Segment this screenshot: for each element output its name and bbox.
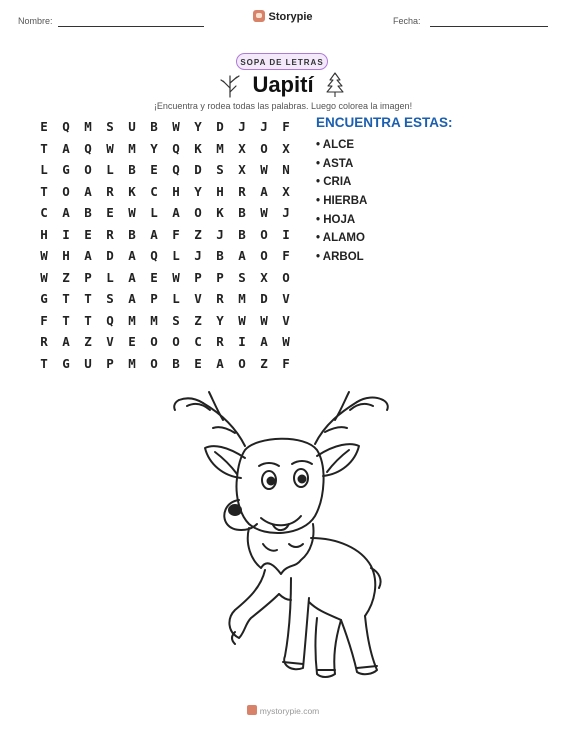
- grid-cell[interactable]: Y: [194, 119, 202, 134]
- grid-cell[interactable]: B: [84, 205, 92, 220]
- grid-cell[interactable]: T: [40, 140, 48, 156]
- grid-cell[interactable]: O: [194, 205, 202, 220]
- grid-cell[interactable]: Z: [84, 334, 92, 349]
- word-item: • ASTA: [316, 157, 354, 170]
- grid-cell[interactable]: W: [260, 205, 268, 220]
- grid-cell[interactable]: N: [282, 162, 290, 177]
- grid-cell[interactable]: Q: [62, 119, 70, 134]
- grid-cell[interactable]: R: [106, 183, 114, 199]
- grid-cell[interactable]: R: [216, 334, 224, 349]
- grid-cell[interactable]: W: [40, 269, 48, 285]
- grid-cell[interactable]: B: [128, 162, 136, 177]
- grid-cell[interactable]: X: [260, 269, 268, 285]
- grid-cell[interactable]: J: [282, 205, 290, 220]
- grid-cell[interactable]: R: [238, 183, 246, 199]
- grid-cell[interactable]: W: [260, 312, 268, 328]
- word-item: • ALCE: [316, 139, 355, 151]
- grid-cell[interactable]: X: [238, 140, 246, 156]
- grid-cell[interactable]: H: [40, 226, 48, 242]
- grid-cell[interactable]: F: [282, 355, 290, 371]
- grid-cell[interactable]: Z: [194, 312, 202, 328]
- grid-cell[interactable]: T: [84, 291, 92, 306]
- grid-cell[interactable]: M: [216, 140, 224, 156]
- grid-cell[interactable]: A: [128, 248, 136, 263]
- grid-cell[interactable]: S: [238, 269, 246, 285]
- grid-cell[interactable]: C: [40, 205, 48, 220]
- grid-cell[interactable]: G: [62, 355, 70, 371]
- grid-cell[interactable]: F: [282, 248, 290, 263]
- grid-cell[interactable]: Z: [62, 269, 70, 285]
- grid-cell[interactable]: T: [40, 183, 48, 199]
- grid-cell[interactable]: S: [106, 119, 114, 134]
- grid-cell[interactable]: M: [150, 312, 158, 328]
- word-item: • CRIA: [316, 176, 352, 189]
- grid-cell[interactable]: L: [106, 162, 114, 177]
- grid-cell[interactable]: C: [194, 334, 202, 349]
- grid-cell[interactable]: R: [40, 334, 48, 349]
- grid-cell[interactable]: A: [238, 248, 246, 263]
- grid-cell[interactable]: T: [40, 355, 48, 371]
- grid-cell[interactable]: W: [172, 119, 180, 134]
- grid-cell[interactable]: G: [62, 162, 70, 177]
- grid-cell[interactable]: Y: [194, 183, 202, 199]
- grid-cell[interactable]: O: [260, 140, 268, 156]
- grid-cell[interactable]: K: [194, 140, 202, 156]
- grid-cell[interactable]: R: [216, 291, 224, 306]
- grid-cell[interactable]: S: [106, 291, 114, 306]
- grid-cell[interactable]: Y: [216, 312, 224, 328]
- grid-cell[interactable]: Q: [172, 140, 180, 156]
- grid-cell[interactable]: S: [172, 312, 180, 328]
- grid-cell[interactable]: H: [62, 248, 70, 263]
- word-item: • ARBOL: [316, 251, 364, 264]
- grid-cell[interactable]: H: [172, 183, 180, 199]
- grid-cell[interactable]: P: [106, 355, 114, 371]
- grid-cell[interactable]: Q: [106, 312, 114, 328]
- puzzle-type-badge: SOPA DE LETRAS: [236, 53, 328, 70]
- grid-cell[interactable]: Q: [84, 140, 92, 156]
- word-list-title: ENCUENTRA ESTAS:: [316, 115, 453, 130]
- grid-cell[interactable]: M: [238, 291, 246, 306]
- date-line[interactable]: [430, 26, 548, 27]
- grid-cell[interactable]: O: [282, 269, 290, 285]
- word-list: [316, 136, 367, 267]
- grid-cell[interactable]: A: [62, 334, 70, 349]
- grid-cell[interactable]: V: [194, 291, 202, 306]
- grid-cell[interactable]: W: [172, 269, 180, 285]
- grid-cell[interactable]: W: [260, 162, 268, 177]
- grid-cell[interactable]: K: [216, 205, 224, 220]
- grid-cell[interactable]: L: [106, 269, 114, 285]
- grid-cell[interactable]: V: [282, 291, 290, 306]
- grid-cell[interactable]: U: [84, 355, 92, 371]
- grid-cell[interactable]: I: [62, 226, 70, 242]
- grid-cell[interactable]: X: [282, 140, 290, 156]
- grid-cell[interactable]: F: [172, 226, 180, 242]
- brand-name: Storypie: [268, 11, 313, 23]
- grid-cell[interactable]: A: [216, 355, 224, 371]
- grid-cell[interactable]: A: [84, 183, 92, 199]
- grid-cell[interactable]: M: [84, 119, 92, 134]
- grid-cell[interactable]: P: [150, 291, 158, 306]
- grid-cell[interactable]: B: [216, 248, 224, 263]
- grid-cell[interactable]: D: [194, 162, 202, 177]
- grid-cell[interactable]: A: [172, 205, 180, 220]
- grid-cell[interactable]: T: [62, 312, 70, 328]
- grid-cell[interactable]: Y: [150, 140, 158, 156]
- grid-cell[interactable]: Q: [150, 248, 158, 263]
- grid-cell[interactable]: V: [106, 334, 114, 349]
- grid-cell[interactable]: W: [40, 248, 48, 263]
- grid-cell[interactable]: A: [62, 205, 70, 220]
- grid-cell[interactable]: E: [128, 334, 136, 349]
- grid-cell[interactable]: D: [106, 248, 114, 263]
- grid-cell[interactable]: P: [194, 269, 202, 285]
- grid-cell[interactable]: W: [128, 205, 136, 220]
- grid-cell[interactable]: E: [40, 119, 48, 134]
- grid-cell[interactable]: T: [84, 312, 92, 328]
- grid-cell[interactable]: A: [260, 334, 268, 349]
- grid-cell[interactable]: P: [216, 269, 224, 285]
- grid-cell[interactable]: B: [128, 226, 136, 242]
- grid-cell[interactable]: U: [128, 119, 136, 134]
- footer-url[interactable]: mystorypie.com: [259, 706, 320, 716]
- grid-cell[interactable]: S: [216, 162, 224, 177]
- grid-cell[interactable]: M: [128, 312, 136, 328]
- grid-cell[interactable]: B: [172, 355, 180, 371]
- grid-cell[interactable]: T: [62, 291, 70, 306]
- name-line[interactable]: [58, 26, 204, 27]
- grid-cell[interactable]: A: [150, 226, 158, 242]
- grid-cell[interactable]: O: [172, 334, 180, 349]
- grid-cell[interactable]: O: [84, 162, 92, 177]
- grid-cell[interactable]: R: [106, 226, 114, 242]
- grid-cell[interactable]: B: [238, 205, 246, 220]
- grid-cell[interactable]: E: [194, 355, 202, 371]
- grid-cell[interactable]: E: [84, 226, 92, 242]
- grid-cell[interactable]: O: [238, 355, 246, 371]
- grid-cell[interactable]: W: [282, 334, 290, 349]
- grid-cell[interactable]: L: [172, 291, 180, 306]
- grid-cell[interactable]: H: [216, 183, 224, 199]
- grid-cell[interactable]: Z: [194, 226, 202, 242]
- word-item: • HIERBA: [316, 195, 368, 208]
- date-label: Fecha:: [393, 16, 421, 26]
- grid-cell[interactable]: C: [150, 183, 158, 199]
- grid-cell[interactable]: J: [194, 248, 202, 263]
- grid-cell[interactable]: L: [40, 162, 48, 177]
- grid-cell[interactable]: O: [260, 226, 268, 242]
- brand: [0, 10, 566, 23]
- grid-cell[interactable]: K: [128, 183, 136, 199]
- name-label: Nombre:: [18, 16, 53, 26]
- grid-cell[interactable]: I: [238, 334, 246, 349]
- grid-cell[interactable]: V: [282, 312, 290, 328]
- grid-cell[interactable]: M: [128, 140, 136, 156]
- instructions: ¡Encuentra y rodea todas las palabras. Luego colorea la imagen!: [153, 101, 413, 111]
- grid-cell[interactable]: A: [128, 269, 136, 285]
- grid-cell[interactable]: D: [216, 119, 224, 134]
- grid-cell[interactable]: F: [40, 312, 48, 328]
- grid-cell[interactable]: X: [238, 162, 246, 177]
- storypie-logo-icon: [247, 705, 257, 715]
- grid-cell[interactable]: A: [62, 140, 70, 156]
- word-item: • HOJA: [316, 213, 356, 226]
- grid-cell[interactable]: O: [62, 183, 70, 199]
- grid-cell[interactable]: J: [216, 226, 224, 242]
- grid-cell[interactable]: O: [150, 334, 158, 349]
- grid-cell[interactable]: Z: [260, 355, 268, 371]
- grid-cell[interactable]: I: [282, 226, 290, 242]
- grid-cell[interactable]: J: [238, 119, 246, 134]
- grid-cell[interactable]: A: [128, 291, 136, 306]
- word-item: • ALAMO: [316, 232, 365, 245]
- grid-cell[interactable]: A: [84, 248, 92, 263]
- footer: [0, 705, 566, 716]
- storypie-logo-icon: [253, 10, 265, 22]
- grid-cell[interactable]: A: [260, 183, 268, 199]
- grid-cell[interactable]: W: [238, 312, 246, 328]
- page-title: Uapití: [252, 72, 314, 97]
- grid-cell[interactable]: B: [150, 119, 158, 134]
- grid-cell[interactable]: B: [238, 226, 246, 242]
- grid-cell[interactable]: L: [172, 248, 180, 263]
- grid-cell[interactable]: Q: [172, 162, 180, 177]
- grid-cell[interactable]: W: [106, 140, 114, 156]
- elk-illustration[interactable]: [165, 388, 401, 688]
- grid-cell[interactable]: M: [128, 355, 136, 371]
- grid-cell[interactable]: P: [84, 269, 92, 285]
- grid-cell[interactable]: O: [260, 248, 268, 263]
- grid-cell[interactable]: E: [150, 269, 158, 285]
- grid-cell[interactable]: L: [150, 205, 158, 220]
- grid-cell[interactable]: E: [106, 205, 114, 220]
- grid-cell[interactable]: G: [40, 291, 48, 306]
- grid-cell[interactable]: J: [260, 119, 268, 134]
- grid-cell[interactable]: D: [260, 291, 268, 306]
- grid-cell[interactable]: E: [150, 162, 158, 177]
- grid-cell[interactable]: X: [282, 183, 290, 199]
- grid-cell[interactable]: O: [150, 355, 158, 371]
- pine-tree-icon: [325, 71, 345, 98]
- grid-cell[interactable]: F: [282, 119, 290, 134]
